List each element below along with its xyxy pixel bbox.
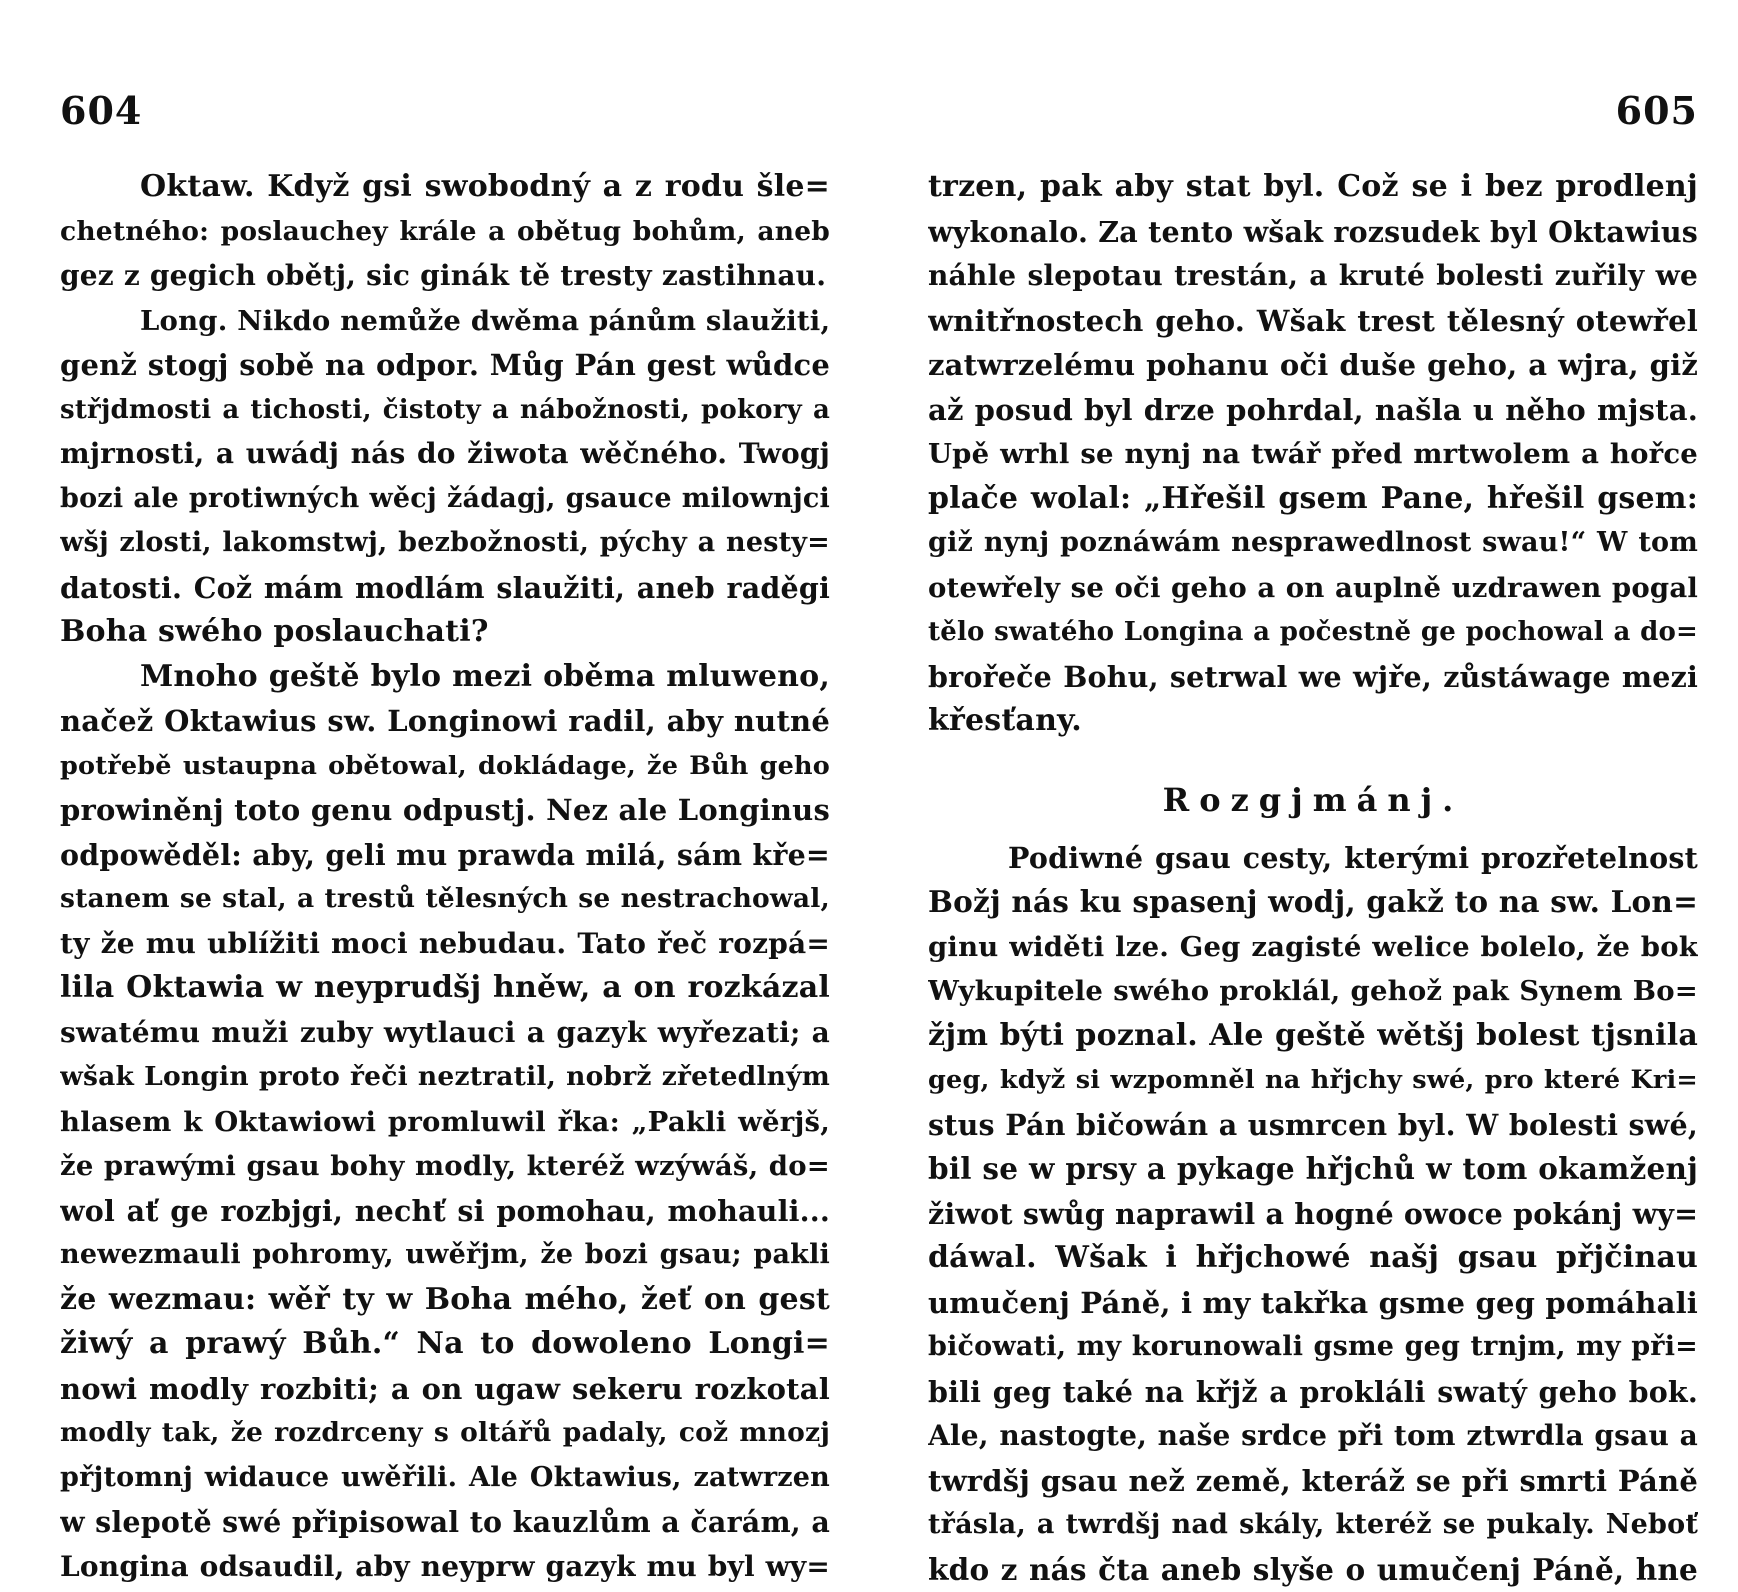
text-line: Upě wrhl se nynj na twář před mrtwolem a hořce xyxy=(928,432,1698,477)
text-line: w slepotě swé připisowal to kauzlům a čarám, a xyxy=(60,1500,830,1545)
text-line: wol ať ge rozbjgi, nechť si pomohau, mohauli... xyxy=(60,1189,830,1234)
text-line: mjrnosti, a uwádj nás do žiwota wěčného. Twogj xyxy=(60,432,830,477)
text-line: že wezmau: wěř ty w Boha mého, žeť on gest xyxy=(60,1278,830,1323)
text-line: giž nynj poznáwám nesprawedlnost swau!“ W tom xyxy=(928,521,1698,566)
text-line: geg, když si wzpomněl na hřjchy swé, pro které Kri= xyxy=(928,1058,1698,1103)
text-line: Oktaw. Když gsi swobodný a z rodu šle= xyxy=(60,165,830,210)
text-line: Wykupitele swého proklál, gehož pak Synem Bo= xyxy=(928,969,1698,1014)
text-line: kdo z nás čta aneb slyše o umučenj Páně, hne xyxy=(928,1548,1698,1592)
text-line: newezmauli pohromy, uwěřjm, že bozi gsau; pakli xyxy=(60,1233,830,1278)
text-line: zatwrzelému pohanu oči duše geho, a wjra, giž xyxy=(928,343,1698,388)
text-line: až posud byl drze pohrdal, našla u něho mjsta. xyxy=(928,388,1698,433)
text-line: střjdmosti a tichosti, čistoty a nábožnosti, pokory a xyxy=(60,388,830,433)
text-line: žiwot swůg naprawil a hogné owoce pokánj wy= xyxy=(928,1192,1698,1237)
right-page xyxy=(928,0,1698,1500)
text-line: hlasem k Oktawiowi promluwil řka: „Pakli wěrjš, xyxy=(60,1100,830,1145)
text-line: datosti. Což mám modlám slaužiti, aneb raděgi xyxy=(60,566,830,611)
text-line: umučenj Páně, i my takřka gsme geg pomáhali xyxy=(928,1281,1698,1326)
text-line: Mnoho geště bylo mezi oběma mluweno, xyxy=(60,655,830,700)
text-line: ginu widěti lze. Geg zagisté welice bolelo, že bok xyxy=(928,925,1698,970)
text-line: wšak Longin proto řeči neztratil, nobrž zřetedlným xyxy=(60,1055,830,1100)
text-line: Longina odsaudil, aby neyprw gazyk mu byl wy= xyxy=(60,1545,830,1590)
right-page-text xyxy=(928,165,1698,1592)
text-line: odpowěděl: aby, geli mu prawda milá, sám kře= xyxy=(60,833,830,878)
text-line: že prawými gsau bohy modly, kteréž wzýwáš, do= xyxy=(60,1144,830,1189)
left-page-text xyxy=(60,165,830,1589)
text-line: modly tak, že rozdrceny s oltářů padaly, což mnozj xyxy=(60,1411,830,1456)
text-line: swatému muži zuby wytlauci a gazyk wyřezati; a xyxy=(60,1011,830,1056)
text-line: přjtomnj widauce uwěřili. Ale Oktawius, zatwrzen xyxy=(60,1456,830,1501)
text-line: křesťany. xyxy=(928,699,1698,744)
text-line: Boha swého poslauchati? xyxy=(60,610,830,655)
text-line: Podiwné gsau cesty, kterými prozřetelnost xyxy=(928,836,1698,881)
text-line: třásla, a twrdšj nad skály, kteréž se pukaly. Neboť xyxy=(928,1503,1698,1548)
text-line: wšj zlosti, lakomstwj, bezbožnosti, pýchy a nesty= xyxy=(60,521,830,566)
text-line: bil se w prsy a pykage hřjchů w tom okamženj xyxy=(928,1147,1698,1192)
text-line: nowi modly rozbiti; a on ugaw sekeru rozkotal xyxy=(60,1367,830,1412)
text-line: prowiněnj toto genu odpustj. Nez ale Longinus xyxy=(60,788,830,833)
text-line: brořeče Bohu, setrwal we wjře, zůstáwage mezi xyxy=(928,655,1698,700)
text-line: Božj nás ku spasenj wodj, gakž to na sw. Lon= xyxy=(928,880,1698,925)
text-line: chetného: poslauchey krále a obětug bohům, aneb xyxy=(60,210,830,255)
text-line: načež Oktawius sw. Longinowi radil, aby nutné xyxy=(60,699,830,744)
text-line: wykonalo. Za tento wšak rozsudek byl Oktawius xyxy=(928,210,1698,255)
text-line: náhle slepotau trestán, a kruté bolesti zuřily we xyxy=(928,254,1698,299)
text-line: gez z gegich obětj, sic ginák tě tresty zastihnau. xyxy=(60,254,830,299)
text-line: bozi ale protiwných wěcj žádagj, gsauce milownjci xyxy=(60,477,830,522)
text-line: stus Pán bičowán a usmrcen byl. W bolesti swé, xyxy=(928,1103,1698,1148)
text-line: plače wolal: „Hřešil gsem Pane, hřešil gsem: xyxy=(928,477,1698,522)
text-line: žjm býti poznal. Ale geště wětšj bolest tjsnila xyxy=(928,1014,1698,1059)
left-page xyxy=(60,0,830,1500)
text-line: stanem se stal, a trestů tělesných se nestrachowal, xyxy=(60,877,830,922)
text-line: lila Oktawia w neyprudšj hněw, a on rozkázal xyxy=(60,966,830,1011)
text-line: ty že mu ublížiti moci nebudau. Tato řeč rozpá= xyxy=(60,922,830,967)
text-line: wnitřnostech geho. Wšak trest tělesný otewřel xyxy=(928,299,1698,344)
page-number-right: 605 xyxy=(1616,88,1698,133)
text-line: twrdšj gsau než země, kteráž se při smrti Páně xyxy=(928,1459,1698,1504)
text-line: žiwý a prawý Bůh.“ Na to dowoleno Longi= xyxy=(60,1322,830,1367)
text-line: Long. Nikdo nemůže dwěma pánům slaužiti, xyxy=(60,299,830,344)
text-line: bičowati, my korunowali gsme geg trnjm, my při= xyxy=(928,1325,1698,1370)
text-line: potřebě ustaupna obětowal, dokládage, že Bůh geho xyxy=(60,744,830,789)
text-line: bili geg také na křjž a prokláli swatý geho bok. xyxy=(928,1370,1698,1415)
text-line: genž stogj sobě na odpor. Můg Pán gest wůdce xyxy=(60,343,830,388)
text-line: dáwal. Wšak i hřjchowé našj gsau přjčinau xyxy=(928,1236,1698,1281)
text-line: Ale, nastogte, naše srdce při tom ztwrdla gsau a xyxy=(928,1414,1698,1459)
text-line: tělo swatého Longina a počestně ge pochowal a do= xyxy=(928,610,1698,655)
text-line: trzen, pak aby stat byl. Což se i bez prodlenj xyxy=(928,165,1698,210)
page-number-left: 604 xyxy=(60,88,142,133)
section-heading: Rozgjmánj. xyxy=(928,762,1698,832)
text-line: otewřely se oči geho a on auplně uzdrawen pogal xyxy=(928,566,1698,611)
